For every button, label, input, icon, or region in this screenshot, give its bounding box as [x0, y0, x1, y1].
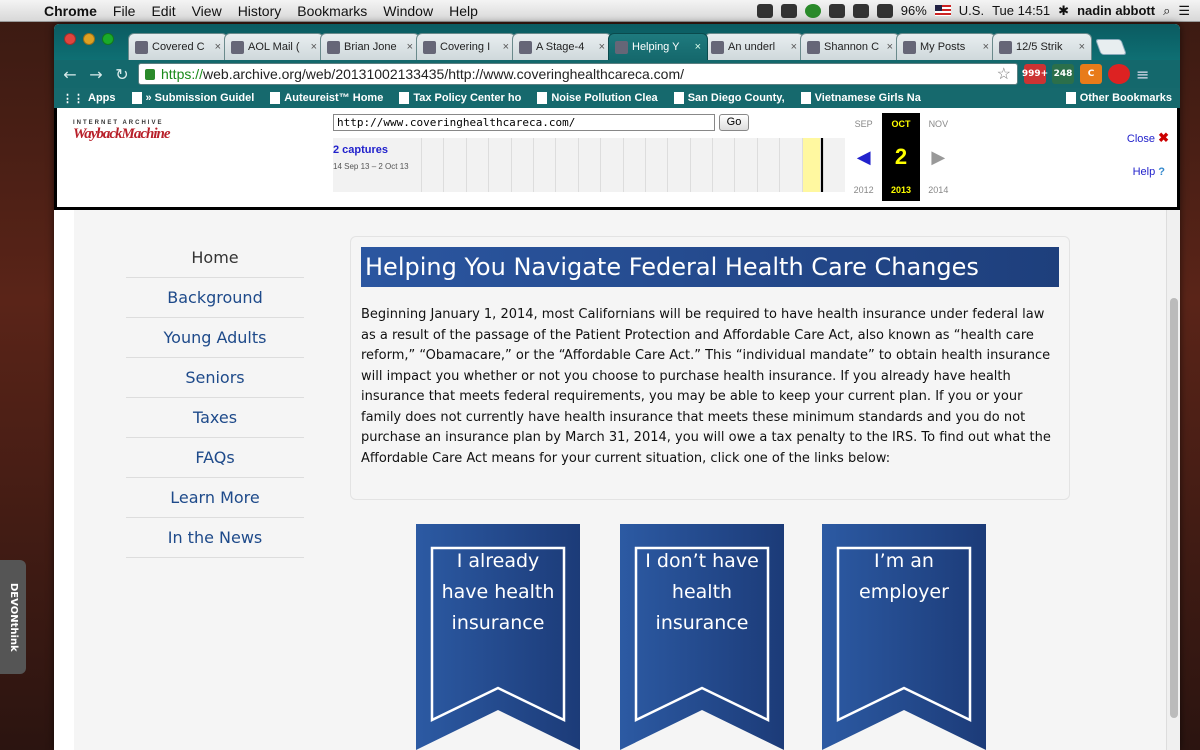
evernote-icon[interactable] — [781, 4, 797, 18]
favicon-icon — [327, 41, 340, 54]
scrollbar-thumb[interactable] — [1170, 298, 1178, 718]
ribbon-label: I’m an employer — [859, 550, 949, 603]
zoom-window-button[interactable] — [102, 33, 114, 45]
mac-menu-bar — [0, 0, 1200, 22]
url-scheme: https:// — [161, 66, 204, 82]
ribbon-employer[interactable] — [822, 524, 986, 750]
close-window-button[interactable] — [64, 33, 76, 45]
ribbon-label: I don’t have health insurance — [645, 550, 759, 634]
forward-icon[interactable]: → — [89, 64, 103, 84]
nav-home[interactable]: Home — [126, 238, 304, 278]
window-controls — [64, 33, 114, 45]
user-name[interactable]: nadin abbott — [1077, 3, 1156, 18]
calendar-nav — [845, 113, 957, 207]
reload-icon[interactable]: ↻ — [115, 64, 129, 84]
us-flag-icon[interactable] — [935, 5, 951, 16]
intro-article — [350, 236, 1070, 500]
back-icon[interactable]: ← — [63, 64, 77, 84]
bookmark-star-icon[interactable]: ☆ — [996, 66, 1011, 83]
favicon-icon — [519, 41, 532, 54]
clock[interactable]: Tue 14:51 — [992, 3, 1051, 18]
apps-grid-icon: ⋮⋮ — [62, 92, 84, 105]
folder-icon — [1066, 92, 1076, 104]
input-source[interactable]: U.S. — [958, 3, 985, 18]
prev-year-label[interactable]: 2012 — [853, 185, 874, 195]
bluetooth-icon[interactable]: ✱ — [1058, 2, 1070, 18]
prev-capture-icon[interactable]: ◀ — [856, 147, 871, 167]
volume-icon[interactable] — [877, 4, 893, 18]
intro-paragraph: Beginning January 1, 2014, most Californians will be required to have health insurance under federal law as a result of the passage of the Patient Protection and Affordable Care Act, also known as “health care reform,” “Obamacare,” or the “Affordable Care Act.” This “individual mandate” to obtain health insurance will impact you whether or not you choose to purchase health insurance. If you already have health insurance that meets federal requirements, you may be able to keep your current plan. If you or your family does not currently have health insurance that meets these minimum standards and you do not purchase an insurance plan by March 31, 2014, you will owe a tax penalty to the IRS. To find out what the Affordable Care Act means for your current situation, click one of the links below: — [361, 307, 1051, 466]
favicon-icon — [711, 41, 724, 54]
current-month-label: OCT — [882, 113, 919, 135]
close-tab-icon[interactable]: × — [502, 41, 509, 53]
menu-edit[interactable]: Edit — [151, 2, 176, 19]
spotlight-icon[interactable]: ⌕ — [1163, 2, 1171, 18]
nav-learn-more[interactable]: Learn More — [126, 478, 304, 518]
wayback-logo[interactable]: INTERNET ARCHIVE WaybackMachine — [73, 120, 170, 142]
url-text: web.archive.org/web/20131002133435/http://www.coveringhealthcareca.com/ — [203, 66, 684, 82]
side-navigation — [126, 238, 304, 558]
nav-young-adults[interactable]: Young Adults — [126, 318, 304, 358]
extension-counter-icon[interactable]: 248 — [1052, 64, 1074, 84]
favicon-icon — [807, 41, 820, 54]
bookmark-item[interactable]: Tax Policy Center ho — [399, 92, 521, 104]
menu-view[interactable]: View — [191, 2, 222, 19]
menu-app[interactable]: Chrome — [44, 2, 97, 19]
browser-tab[interactable]: A Stage-4 × — [512, 33, 612, 60]
page-scrollbar[interactable] — [1166, 210, 1180, 750]
close-tab-icon[interactable]: × — [982, 41, 989, 53]
bookmarks-bar — [54, 88, 1180, 108]
current-year-label: 2013 — [882, 179, 919, 201]
extension-mail-icon[interactable]: 999+ — [1024, 64, 1046, 84]
bookmark-item[interactable]: Auteureist™ Home — [270, 92, 383, 104]
other-bookmarks[interactable]: Other Bookmarks — [1066, 92, 1172, 104]
nav-seniors[interactable]: Seniors — [126, 358, 304, 398]
close-tab-icon[interactable]: × — [406, 41, 413, 53]
current-day: 2 — [882, 135, 919, 179]
page-icon — [537, 92, 547, 104]
new-tab-button[interactable] — [1095, 39, 1127, 55]
browser-tab[interactable]: An underl × — [704, 33, 804, 60]
minimize-window-button[interactable] — [83, 33, 95, 45]
devonthink-dock-tab[interactable]: DEVONthink — [0, 560, 26, 674]
nav-faqs[interactable]: FAQs — [126, 438, 304, 478]
page-icon — [801, 92, 811, 104]
prev-month-label[interactable]: SEP — [854, 119, 873, 129]
browser-tab[interactable]: Covering I × — [416, 33, 516, 60]
browser-tab[interactable]: Shannon C × — [800, 33, 900, 60]
page-icon — [399, 92, 409, 104]
battery-percent[interactable]: 96% — [900, 3, 927, 18]
favicon-icon — [423, 41, 436, 54]
close-x-icon: ✖ — [1158, 130, 1169, 145]
wifi-icon[interactable] — [853, 4, 869, 18]
menu-history[interactable]: History — [237, 2, 282, 19]
menu-file[interactable]: File — [112, 2, 136, 19]
wayback-go-button[interactable]: Go — [719, 114, 749, 131]
chrome-menu-icon[interactable]: ≡ — [1136, 64, 1150, 84]
browser-toolbar — [54, 60, 1180, 88]
wayback-url-input[interactable]: http://www.coveringhealthcareca.com/ — [333, 114, 715, 131]
page-icon — [132, 92, 142, 104]
help-icon: ? — [1158, 166, 1165, 178]
dropbox-icon[interactable] — [757, 4, 773, 18]
browser-tab[interactable]: 12/5 Strik × — [992, 33, 1092, 60]
page-title: Helping You Navigate Federal Health Care Changes — [361, 247, 1059, 287]
next-year-label[interactable]: 2014 — [928, 185, 949, 195]
bookmark-item[interactable]: Vietnamese Girls Na — [801, 92, 921, 104]
favicon-icon — [903, 41, 916, 54]
browser-tab[interactable]: Covered C × — [128, 33, 228, 60]
browser-window — [54, 24, 1180, 750]
wayback-toolbar — [54, 108, 1180, 210]
status-area — [757, 3, 1200, 19]
bookmark-item[interactable]: San Diego County, — [674, 92, 785, 104]
ribbon-label: I already have health insurance — [441, 550, 555, 634]
address-bar[interactable] — [138, 63, 1018, 85]
close-tab-icon[interactable]: × — [790, 41, 797, 53]
close-tab-icon[interactable]: × — [214, 41, 221, 53]
ribbon-have-insurance[interactable] — [416, 524, 580, 750]
audience-ribbons — [416, 524, 996, 750]
page-content — [54, 210, 1166, 750]
next-capture-icon[interactable]: ▶ — [931, 147, 946, 167]
menu-help[interactable]: Help — [449, 2, 478, 19]
extension-record-icon[interactable] — [1108, 64, 1130, 84]
bookmark-item[interactable]: Noise Pollution Clea — [537, 92, 657, 104]
favicon-icon — [231, 41, 244, 54]
page-icon — [674, 92, 684, 104]
bookmark-apps[interactable]: ⋮⋮ Apps — [62, 92, 116, 105]
nav-in-the-news[interactable]: In the News — [126, 518, 304, 558]
close-tab-icon[interactable]: × — [694, 41, 701, 53]
bookmark-item[interactable]: » Submission Guidel — [132, 92, 255, 104]
next-month-label[interactable]: NOV — [928, 119, 949, 129]
browser-tab[interactable]: My Posts × — [896, 33, 996, 60]
ribbon-no-insurance[interactable] — [620, 524, 784, 750]
captures-link[interactable]: 2 captures — [333, 144, 389, 156]
close-tab-icon[interactable]: × — [598, 41, 605, 53]
close-tab-icon[interactable]: × — [310, 41, 317, 53]
browser-tab-active[interactable]: Helping Y × — [608, 33, 708, 60]
capture-timeline — [333, 138, 845, 192]
favicon-icon — [615, 41, 628, 54]
close-tab-icon[interactable]: × — [886, 41, 893, 53]
wm-icon[interactable] — [805, 4, 821, 18]
extension-c-icon[interactable]: C — [1080, 64, 1102, 84]
tab-strip — [54, 24, 1180, 60]
page-icon — [270, 92, 280, 104]
nav-taxes[interactable]: Taxes — [126, 398, 304, 438]
wayback-close-button[interactable]: Close ✖ — [1126, 130, 1169, 145]
favicon-icon — [999, 41, 1012, 54]
browser-tab[interactable]: AOL Mail ( × — [224, 33, 324, 60]
browser-tab[interactable]: Brian Jone × — [320, 33, 420, 60]
close-tab-icon[interactable]: × — [1078, 41, 1085, 53]
time-machine-icon[interactable] — [829, 4, 845, 18]
captures-range: 14 Sep 13 – 2 Oct 13 — [333, 162, 409, 171]
notification-center-icon[interactable]: ☰ — [1178, 2, 1190, 18]
lock-icon — [145, 69, 155, 80]
nav-background[interactable]: Background — [126, 278, 304, 318]
menu-window[interactable]: Window — [383, 2, 434, 19]
favicon-icon — [135, 41, 148, 54]
menu-bookmarks[interactable]: Bookmarks — [297, 2, 368, 19]
wayback-help-button[interactable]: Help ? — [1132, 166, 1165, 178]
timeline-sparkline[interactable] — [421, 138, 845, 192]
